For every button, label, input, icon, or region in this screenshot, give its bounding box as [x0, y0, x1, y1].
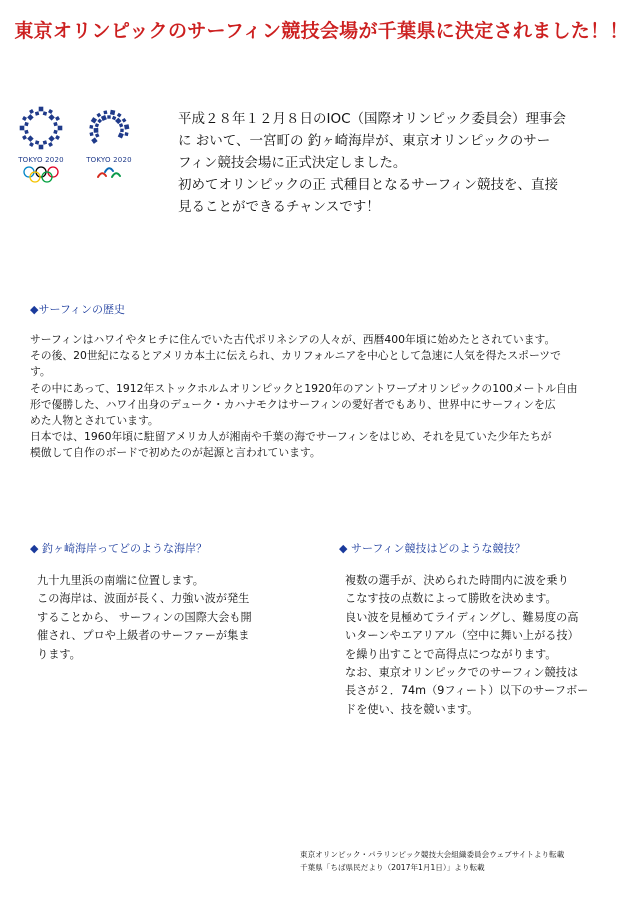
intro-line: に おいて、一宮町の 釣ヶ崎海岸が、東京オリンピックのサー — [178, 133, 551, 149]
page-headline: 東京オリンピックのサーフィン競技会場が千葉県に決定されました！！ — [14, 20, 629, 42]
emblem-block — [27, 114, 34, 121]
history-line: 形で優勝した、ハワイ出身のデューク・カハナモクはサーフィンの愛好者でもあり、世界中にサーフィンを広 — [30, 397, 556, 411]
intro-line: フィン競技会場に正式決定しました。 — [178, 155, 407, 171]
history-line: めた人物とされています。 — [30, 414, 159, 428]
beach-line: することから、 サーフィンの国際大会も開 — [37, 610, 252, 624]
emblem-block — [110, 110, 115, 115]
competition-line: こなす技の点数によって勝敗を決めます。 — [345, 592, 557, 606]
emblem-block — [22, 135, 27, 140]
paralympic-emblem-graphic — [80, 104, 138, 184]
emblem-block — [107, 115, 110, 118]
emblem-block — [101, 115, 107, 121]
agitos-arc — [105, 168, 113, 172]
emblem-block — [58, 126, 63, 131]
emblem-block — [55, 135, 60, 140]
olympic-emblem-graphic — [12, 104, 70, 184]
competition-line: 長さが２．74m（9フィート）以下のサーフボー — [345, 684, 589, 698]
beach-body — [37, 572, 292, 664]
agitos-arc — [98, 173, 106, 177]
emblem-block — [55, 116, 60, 121]
emblem-block — [91, 117, 97, 123]
emblem-block — [39, 107, 44, 112]
paralympic-emblem-caption: TOKYO 2020 — [86, 156, 132, 164]
emblem-block — [117, 113, 122, 118]
emblem-block — [95, 133, 100, 138]
emblem-block — [20, 126, 25, 131]
emblem-block — [124, 132, 128, 136]
intro-line: 初めてオリンピックの正 式種目となるサーフィン競技を、直接 — [178, 177, 558, 193]
competition-line: なお、東京オリンピックでのサーフィン競技は — [345, 666, 579, 680]
emblem-block — [91, 137, 97, 143]
competition-line: いターンやエアリアル（空中に舞い上がる技） — [345, 629, 579, 643]
emblem-block — [97, 118, 102, 123]
emblem-block — [27, 135, 34, 142]
olympic-emblem-caption: TOKYO 2020 — [18, 156, 64, 164]
emblem-block — [112, 116, 116, 120]
competition-line: ドを使い、技を競います。 — [345, 702, 479, 716]
emblem-block — [24, 130, 28, 134]
history-line: 日本では、1960年頃に駐留アメリカ人が湘南や千葉の海でサーフィンをはじめ、それを見ていた少年たちが — [30, 430, 552, 444]
competition-body — [345, 572, 607, 719]
competition-heading: ◆ サーフィン競技はどのような競技？ — [339, 542, 526, 555]
agitos-arc — [112, 173, 120, 177]
emblem-block — [43, 140, 47, 144]
emblem-block — [122, 118, 127, 123]
history-line: サーフィンはハワイやタヒチに住んでいた古代ポリネシアの人々が、西暦400年頃に始めたとされています。 — [30, 333, 556, 346]
emblem-block — [103, 110, 107, 114]
emblem-block — [53, 130, 57, 134]
emblem-block — [94, 128, 99, 133]
emblem-block — [35, 140, 39, 144]
tokyo2020-paralympic-emblem — [80, 104, 138, 184]
emblem-block — [39, 145, 44, 150]
history-line: 模倣して自作のボードで初めたのが起源と言われています。 — [30, 446, 321, 460]
emblem-block — [96, 113, 101, 118]
emblem-block — [22, 116, 27, 121]
intro-line: 見ることができるチャンスです！ — [178, 199, 380, 215]
beach-line: 九十九里浜の南端に位置します。 — [37, 574, 204, 587]
emblem-block — [43, 111, 47, 115]
emblem-block — [89, 132, 93, 136]
competition-line: 良い波を見極めてライディングし、難易度の高 — [345, 610, 579, 624]
beach-heading: ◆ 釣ヶ崎海岸ってどのような海岸？ — [30, 542, 207, 555]
intro-paragraph — [178, 108, 608, 218]
emblem-block — [48, 135, 55, 142]
emblem-block — [119, 123, 123, 127]
emblem-block — [24, 122, 28, 126]
history-line: その後、20世紀になるとアメリカ本土に伝えられ、カリフォルニアを中心として急速に人気を得たスポーツで — [30, 349, 561, 363]
beach-line: 催され、プロや上級者のサーファーが集ま — [37, 629, 250, 643]
source-credits — [300, 848, 630, 874]
emblem-block — [124, 124, 129, 129]
intro-line: 平成２８年１２月８日のIOC（国際オリンピック委員会）理事会 — [178, 111, 566, 127]
beach-line: この海岸は、波面が長く、力強い波が発生 — [37, 592, 250, 606]
beach-line: ります。 — [37, 647, 81, 661]
emblem-block — [95, 123, 99, 127]
competition-line: 複数の選手が、決められた時間内に波を乗り — [345, 574, 569, 587]
history-heading: ◆サーフィンの歴史 — [30, 303, 126, 316]
emblem-block — [115, 118, 122, 125]
emblem-block — [48, 142, 53, 147]
emblem-block — [118, 132, 124, 138]
source-credit-line: 東京オリンピック・パラリンピック競技大会組織委員会ウェブサイトより転載 — [300, 850, 565, 859]
tokyo2020-olympic-emblem — [12, 104, 70, 184]
emblem-block — [29, 109, 34, 114]
history-line: その中にあって、1912年ストックホルムオリンピックと1920年のアントワープオリンピックの100メートル自由 — [30, 381, 578, 395]
emblem-block — [89, 125, 93, 129]
emblem-block — [48, 109, 53, 114]
emblem-block — [53, 122, 57, 126]
source-credit-line: 千葉県「ちば県民だより（2017年1月1日）」より転載 — [300, 863, 485, 872]
emblem-block — [35, 111, 39, 115]
history-body — [30, 332, 628, 462]
emblem-block — [29, 142, 34, 147]
emblem-block — [120, 129, 124, 133]
history-line: す。 — [30, 365, 51, 379]
emblem-block — [48, 114, 55, 121]
competition-line: を繰り出すことで高得点につながります。 — [345, 647, 557, 661]
